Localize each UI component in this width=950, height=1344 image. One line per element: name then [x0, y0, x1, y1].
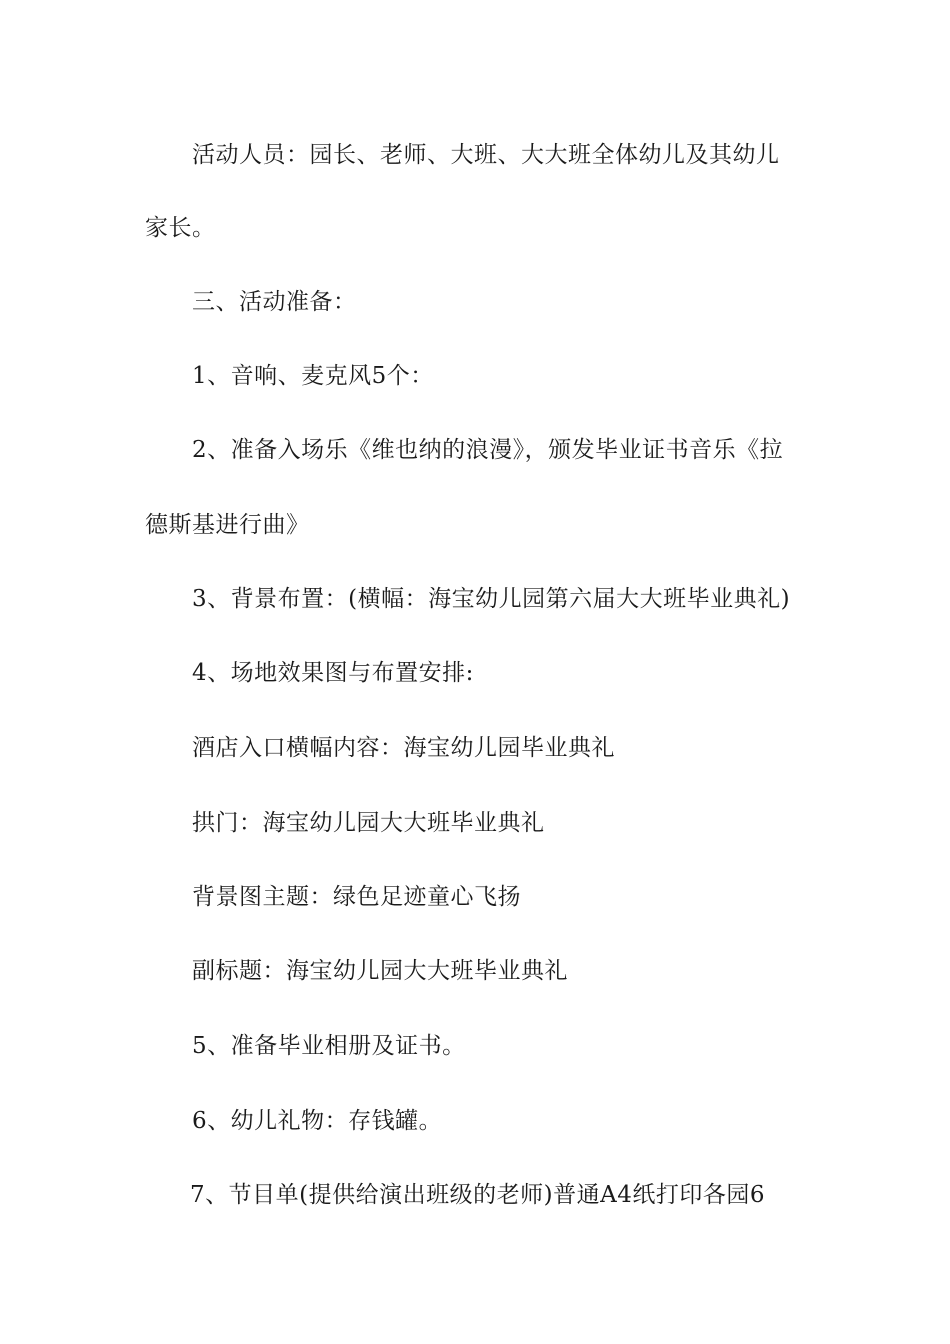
subtitle-line: 副标题：海宝幼儿园大大班毕业典礼 — [192, 958, 568, 984]
section-heading-preparation: 三、活动准备： — [192, 289, 357, 315]
list-item-5: 5、准备毕业相册及证书。 — [192, 1033, 466, 1059]
list-item-3: 3、背景布置：(横幅：海宝幼儿园第六届大大班毕业典礼) — [192, 586, 791, 612]
list-item-6: 6、幼儿礼物：存钱罐。 — [192, 1108, 443, 1134]
background-theme-line: 背景图主题：绿色足迹童心飞扬 — [192, 884, 521, 910]
list-item-7: 7、节目单(提供给演出班级的老师)普通A4纸打印各园6 — [190, 1182, 765, 1208]
list-item-2: 2、准备入场乐《维也纳的浪漫》，颁发毕业证书音乐《拉 — [192, 437, 784, 463]
arch-line: 拱门：海宝幼儿园大大班毕业典礼 — [192, 810, 545, 836]
paragraph-participants: 活动人员：园长、老师、大班、大大班全体幼儿及其幼儿 — [192, 142, 780, 168]
list-item-2-continued: 德斯基进行曲》 — [145, 512, 310, 538]
list-item-1: 1、音响、麦克风5个： — [192, 363, 434, 389]
hotel-banner-line: 酒店入口横幅内容：海宝幼儿园毕业典礼 — [192, 735, 615, 761]
list-item-4: 4、场地效果图与布置安排: — [192, 660, 474, 686]
paragraph-participants-continued: 家长。 — [145, 215, 216, 241]
